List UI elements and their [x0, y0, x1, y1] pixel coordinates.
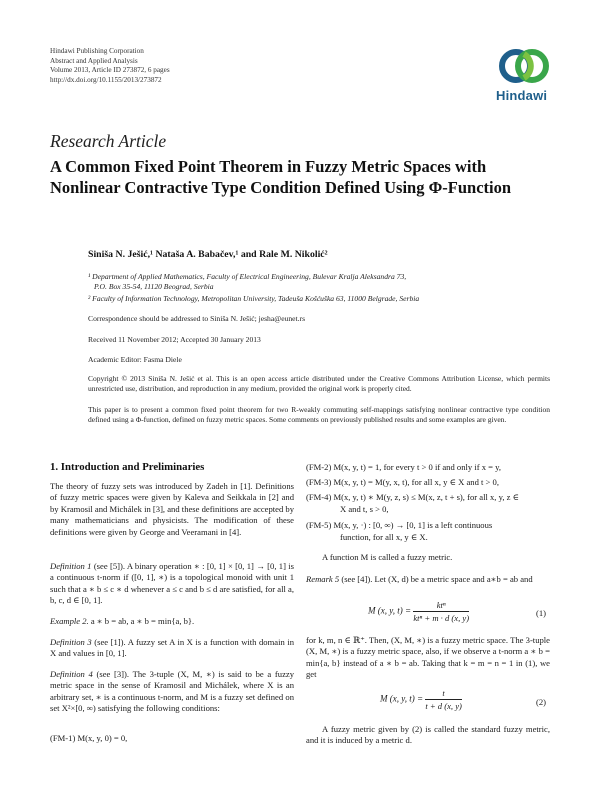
article-title: A Common Fixed Point Theorem in Fuzzy Metric Spaces with Nonlinear Contractive Type Condition Defined Using Φ-Function	[50, 157, 512, 197]
article-type: Research Article	[50, 131, 167, 151]
example-2-text: a ∗ b = ab, a ∗ b = min{a, b}.	[90, 616, 195, 626]
equation-2-lhs: M (x, y, t) =	[380, 693, 424, 704]
condition-fm5-cont: function, for all x, y ∈ X.	[340, 532, 428, 542]
remark-5-label: Remark 5	[306, 574, 340, 584]
condition-fm2: (FM-2) M(x, y, t) = 1, for every t > 0 if and only if x = y,	[306, 462, 502, 472]
volume-info: Volume 2013, Article ID 273872, 6 pages	[50, 66, 170, 75]
equation-1-denominator: ktⁿ + m · d (x, y)	[413, 613, 470, 623]
equation-2-number: (2)	[536, 697, 547, 707]
copyright-notice: Copyright © 2013 Siniša N. Ješić et al. This is an open access article distributed under the Creative Commons Attribution License, which permits unrestricted use, distribution, and reproduction in any medium, provided the original work is properly cited.	[88, 374, 550, 394]
affiliation-2: ² Faculty of Information Technology, Metropolitan University, Tadeuša Košćuška 63, 11000 Belgrade, Serbia	[88, 294, 420, 303]
hindawi-logo	[494, 44, 556, 108]
definition-3	[50, 637, 294, 660]
journal-header	[50, 47, 170, 85]
after-equation-1: for k, m, n ∈ ℝ⁺. Then, (X, M, ∗) is a fuzzy metric space. The 3-tuple (X, M, ∗) is a fuzzy metric space, also, if we observe a t-norm a ∗ b = min{a, b} instead of a ∗ b = ab. Taking that k = m = n = 1 in (1), we get	[306, 635, 550, 680]
academic-editor: Academic Editor: Fasma Diele	[88, 355, 182, 364]
equation-1-numerator: ktⁿ	[413, 600, 469, 612]
publisher-name: Hindawi Publishing Corporation	[50, 47, 144, 55]
condition-fm1: (FM-1) M(x, y, 0) = 0,	[50, 733, 128, 743]
section-heading: 1. Introduction and Preliminaries	[50, 461, 205, 473]
equation-1-number: (1)	[536, 608, 547, 618]
equation-1-lhs: M (x, y, t) =	[368, 605, 412, 616]
intro-paragraph: The theory of fuzzy sets was introduced by Zadeh in [1]. Definitions of fuzzy metric spaces were given by Kaleva and Seikkala in [2] and by Kramosil and Michálek in [3], and these definitions are accepted by many mathematicians and physicists. The modification of these definitions were given by George and Veeramani in [4].	[50, 481, 294, 537]
definition-3-label: Definition 3	[50, 637, 92, 647]
equation-2-fraction	[425, 688, 462, 711]
equation-2-numerator: t	[425, 688, 462, 700]
journal-name: Abstract and Applied Analysis	[50, 56, 138, 65]
logo-wordmark: Hindawi	[496, 88, 548, 103]
example-2-label: Example 2.	[50, 616, 89, 626]
affiliation-1-cont: P.O. Box 35-54, 11120 Beograd, Serbia	[94, 282, 214, 291]
standard-fuzzy-metric: A fuzzy metric given by (2) is called the standard fuzzy metric, and it is induced by a metric d.	[306, 724, 550, 746]
definition-1-text: (see [5]). A binary operation ∗ : [0, 1] × [0, 1] → [0, 1] is a continuous t-norm if ([0, 1], ∗) is a topological monoid with unit 1 such that a ∗ b ≤ c ∗ d whenever a ≤ c and b ≤ d are satisfied, for all a, b, c, d ∈ [0, 1].	[50, 561, 295, 606]
remark-5	[306, 574, 550, 585]
correspondence: Correspondence should be addressed to Siniša N. Ješić; jesha@eunet.rs	[88, 314, 306, 323]
definition-4	[50, 669, 294, 715]
affiliation-1: ¹ Department of Applied Mathematics, Faculty of Electrical Engineering, Bulevar Kralja Aleksandra 73,	[88, 272, 407, 281]
condition-fm4: (FM-4) M(x, y, t) ∗ M(y, z, s) ≤ M(x, z, t + s), for all x, y, z ∈	[306, 492, 519, 502]
hindawi-logo-icon	[494, 44, 556, 88]
condition-fm3: (FM-3) M(x, y, t) = M(y, x, t), for all x, y ∈ X and t > 0,	[306, 477, 499, 487]
condition-fm4-cont: X and t, s > 0,	[340, 504, 389, 514]
received-dates: Received 11 November 2012; Accepted 30 January 2013	[88, 335, 261, 344]
remark-5-text: (see [4]). Let (X, d) be a metric space and a∗b = ab and	[341, 574, 533, 584]
abstract: This paper is to present a common fixed point theorem for two R-weakly commuting self-mappings satisfying nonlinear contractive type condition defined using a Φ-function, defined on fuzzy metric spaces. Some comments on previously published results and some examples are given.	[88, 405, 550, 425]
equation-1	[368, 600, 469, 623]
definition-4-label: Definition 4	[50, 669, 93, 679]
condition-fm5: (FM-5) M(x, y, ·) : [0, ∞) → [0, 1] is a left continuous	[306, 520, 493, 530]
example-2	[50, 616, 294, 627]
doi-link[interactable]: http://dx.doi.org/10.1155/2013/273872	[50, 75, 162, 84]
author-list: Siniša N. Ješić,¹ Nataša A. Babačev,¹ and Rale M. Nikolić²	[88, 249, 328, 260]
fuzzy-metric-sentence: A function M is called a fuzzy metric.	[322, 552, 453, 562]
equation-2	[380, 688, 462, 711]
equation-2-denominator: t + d (x, y)	[425, 701, 462, 711]
equation-1-fraction	[413, 600, 469, 623]
definition-3-text: (see [1]). A fuzzy set A in X is a function with domain in X and values in [0, 1].	[50, 637, 295, 659]
definition-4-text: (see [3]). The 3-tuple (X, M, ∗) is said to be a fuzzy metric space in the sense of Kramosil and Michálek, where X is an arbitrary set, ∗ is a continuous t-norm, and M is a fuzzy set defined on set X²×[0, ∞) satisfying the following conditions:	[50, 669, 294, 714]
definition-1-label: Definition 1	[50, 561, 92, 571]
definition-1	[50, 561, 294, 607]
